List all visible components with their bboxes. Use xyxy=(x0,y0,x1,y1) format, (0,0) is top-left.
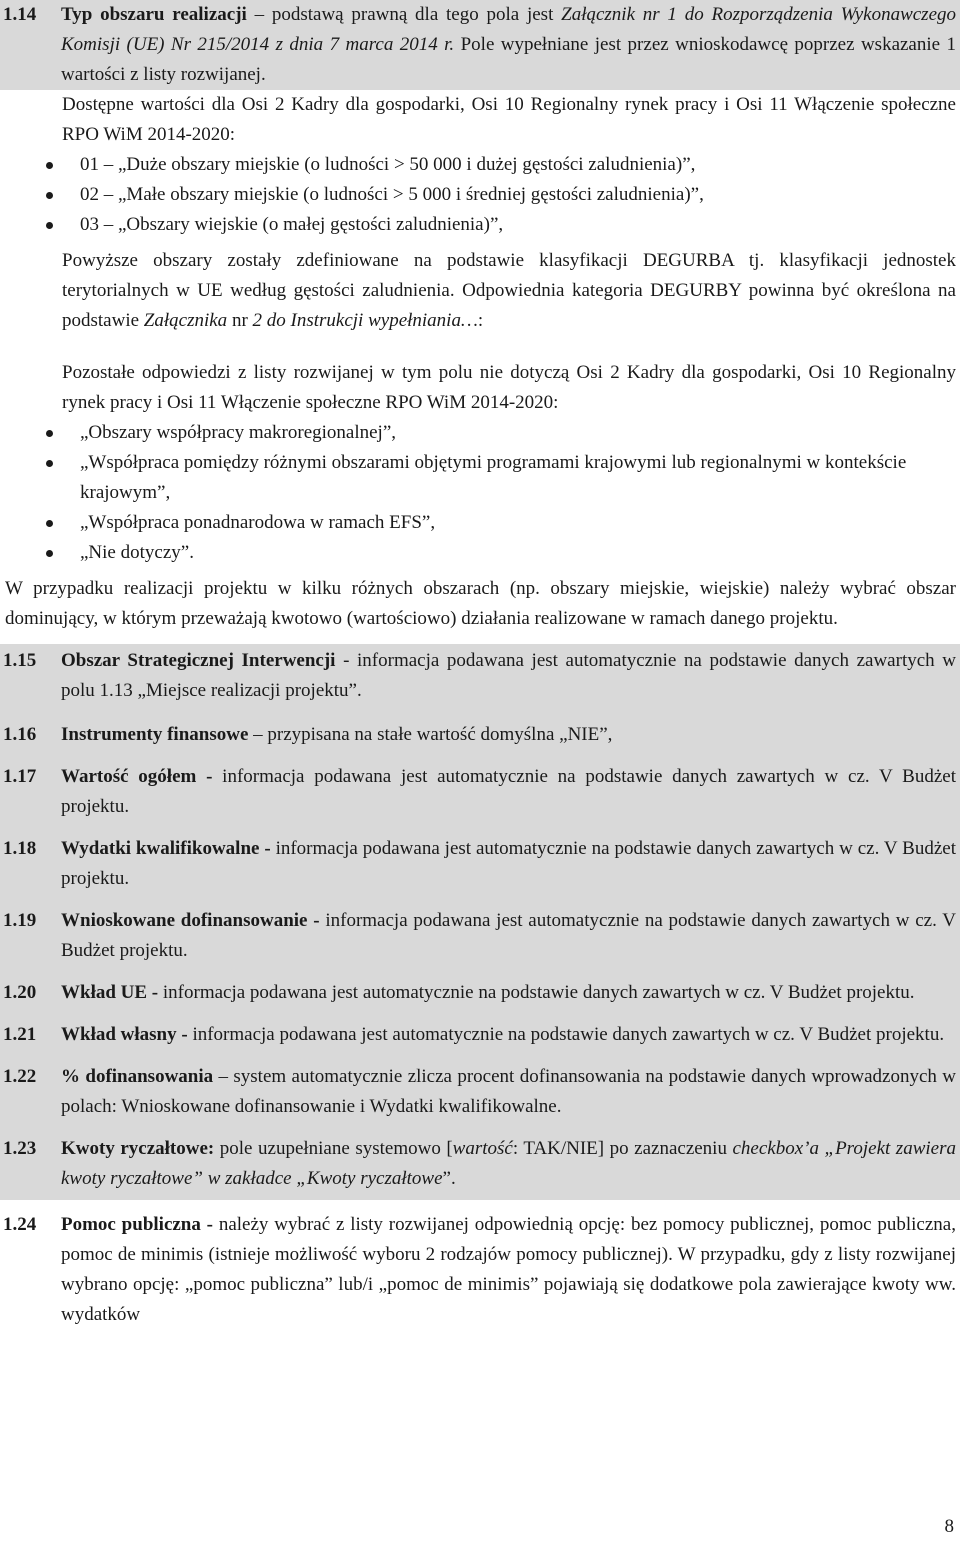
section-title: Wydatki kwalifikowalne - xyxy=(61,838,271,859)
section-1-17: 1.17 Wartość ogółem - informacja podawana jest automatycznie na podstawie danych zawartych w cz. V Budżet projektu. xyxy=(0,756,960,828)
section-1-20: 1.20 Wkład UE - informacja podawana jest automatycznie na podstawie danych zawartych w cz. V Budżet projektu. xyxy=(0,972,960,1014)
section-number: 1.19 xyxy=(3,910,37,931)
section-title: Wkład UE - xyxy=(61,982,159,1003)
list-item: 02 – „Małe obszary miejskie (o ludności > 5 000 i średniej gęstości zaludnienia)”, xyxy=(80,180,960,210)
section-1-23: 1.23 Kwoty ryczałtowe: pole uzupełniane systemowo [wartość: TAK/NIE] po zaznaczeniu checkbox’a „Projekt zawiera kwoty ryczałtowe” w zakładce „Kwoty ryczałtowe”. xyxy=(0,1128,960,1200)
section-number: 1.14 xyxy=(3,4,37,25)
section-1-24: 1.24 Pomoc publiczna - należy wybrać z listy rozwijanej odpowiednią opcję: bez pomocy publicznej, pomoc publiczna, pomoc de minimis (istnieje możliwość wyboru 2 rodzajów pomocy publicznej). W przypadku, gdy z listy rozwijanej wybrano opcję: „pomoc publiczna” lub/i „pomoc de minimis” pojawiają się dodatkowe pola zawierające kwoty ww. wydatków xyxy=(0,1200,960,1330)
list-item: „Współpraca pomiędzy różnymi obszarami objętymi programami krajowymi lub regionalnymi w kontekście krajowym”, xyxy=(80,448,956,508)
list-item: „Nie dotyczy”. xyxy=(80,538,956,568)
section-1-21: 1.21 Wkład własny - informacja podawana jest automatycznie na podstawie danych zawartych w cz. V Budżet projektu. xyxy=(0,1014,960,1056)
values-list xyxy=(0,150,960,240)
section-1-16: 1.16 Instrumenty finansowe – przypisana na stałe wartość domyślna „NIE”, xyxy=(0,710,960,756)
section-title: Pomoc publiczna - xyxy=(61,1214,214,1235)
section-number: 1.15 xyxy=(3,650,37,671)
section-number: 1.21 xyxy=(3,1024,37,1045)
section-title: Wkład własny - xyxy=(61,1024,188,1045)
section-1-14 xyxy=(0,0,960,90)
section-1-19: 1.19 Wnioskowane dofinansowanie - informacja podawana jest automatycznie na podstawie danych zawartych w cz. V Budżet projektu. xyxy=(0,900,960,972)
section-title: % dofinansowania xyxy=(61,1066,214,1087)
list-item: „Obszary współpracy makroregionalnej”, xyxy=(80,418,956,448)
section-title: Obszar Strategicznej Interwencji xyxy=(61,650,336,671)
section-1-22: 1.22 % dofinansowania – system automatycznie zlicza procent dofinansowania na podstawie danych wprowadzonych w polach: Wnioskowane dofinansowanie i Wydatki kwalifikowalne. xyxy=(0,1056,960,1128)
section-number: 1.22 xyxy=(3,1066,37,1087)
section-number: 1.23 xyxy=(3,1138,37,1159)
paragraph: Powyższe obszary zostały zdefiniowane na podstawie klasyfikacji DEGURBA tj. klasyfikacji jednostek terytorialnych w UE według gęstości zaludnienia. Odpowiednia kategoria DEGURBY powinna być określona na podstawie Załącznika nr 2 do Instrukcji wypełniania…: xyxy=(62,250,956,331)
section-number: 1.16 xyxy=(3,724,37,745)
section-1-18: 1.18 Wydatki kwalifikowalne - informacja podawana jest automatycznie na podstawie danych zawartych w cz. V Budżet projektu. xyxy=(0,828,960,900)
section-body: Typ obszaru realizacji – podstawą prawną dla tego pola jest Załącznik nr 1 do Rozporządzenia Wykonawczego Komisji (UE) Nr 215/2014 z dnia 7 marca 2014 r. Pole wypełniane jest przez wnioskodawcę poprzez wskazanie 1 wartości z listy rozwijanej. xyxy=(61,4,956,85)
paragraph: W przypadku realizacji projektu w kilku różnych obszarach (np. obszary miejskie, wiejskie) należy wybrać obszar dominujący, w którym przeważają kwotowo (wartościowo) działania realizowane w ramach danego projektu. xyxy=(5,578,956,629)
section-title: Instrumenty finansowe xyxy=(61,724,249,745)
list-item: „Współpraca ponadnarodowa w ramach EFS”, xyxy=(80,508,956,538)
section-number: 1.20 xyxy=(3,982,37,1003)
section-title: Kwoty ryczałtowe: xyxy=(61,1138,215,1159)
list-item: 03 – „Obszary wiejskie (o małej gęstości zaludnienia)”, xyxy=(80,210,960,240)
paragraph: Pozostałe odpowiedzi z listy rozwijanej w tym polu nie dotyczą Osi 2 Kadry dla gospodarki, Osi 10 Regionalny rynek pracy i Osi 11 Włączenie społeczne RPO WiM 2014-2020: xyxy=(62,362,956,413)
page-number: 8 xyxy=(944,1516,954,1537)
section-title: Wnioskowane dofinansowanie - xyxy=(61,910,320,931)
list-item: 01 – „Duże obszary miejskie (o ludności > 50 000 i dużej gęstości zaludnienia)”, xyxy=(80,150,960,180)
section-number: 1.18 xyxy=(3,838,37,859)
section-number: 1.17 xyxy=(3,766,37,787)
other-values-list xyxy=(0,418,960,568)
paragraph: Dostępne wartości dla Osi 2 Kadry dla gospodarki, Osi 10 Regionalny rynek pracy i Osi 11 Włączenie społeczne RPO WiM 2014-2020: xyxy=(62,94,956,145)
section-title: Typ obszaru realizacji xyxy=(61,4,247,25)
section-number: 1.24 xyxy=(3,1214,37,1235)
section-title: Wartość ogółem - xyxy=(61,766,213,787)
section-1-15: 1.15 Obszar Strategicznej Interwencji - informacja podawana jest automatycznie na podstawie danych zawartych w polu 1.13 „Miejsce realizacji projektu”. xyxy=(0,644,960,710)
